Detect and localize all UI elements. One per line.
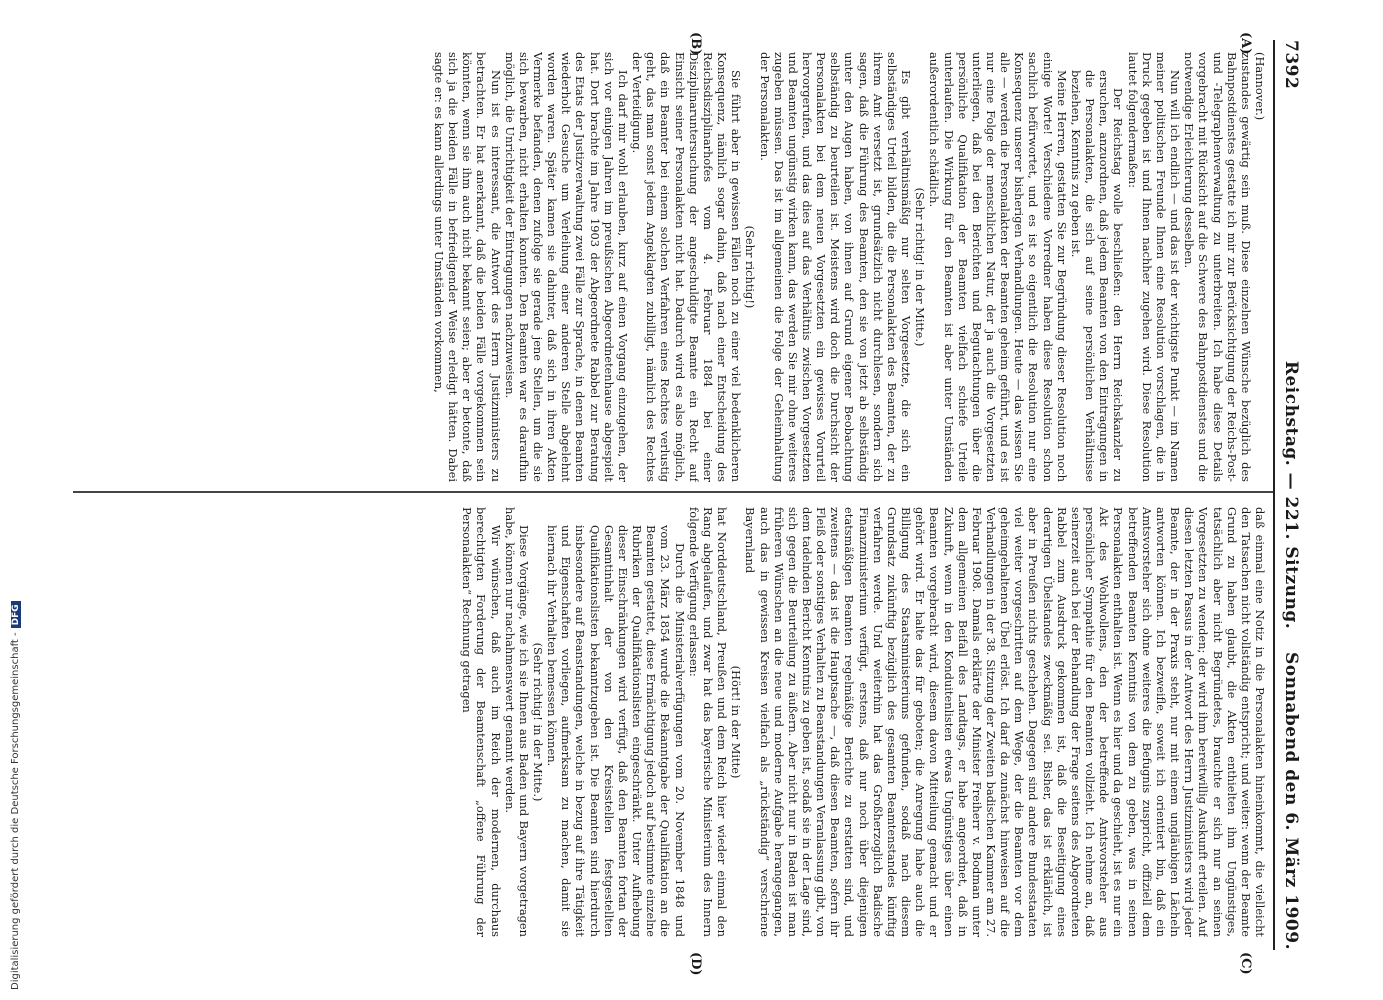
margin-marker-d: (D) xyxy=(688,952,703,976)
margin-marker-c: (C) xyxy=(1238,952,1253,975)
paragraph: Nun will ich endlich — und das ist der wichtigste Punkt — im Namen meiner politischen Freunde Ihnen eine Resolution vorschlagen, die in Druck gegeben ist und Ihnen nachher zugehen wird. Diese Resolution lautet folgendermaßen: xyxy=(1125,52,1183,482)
session-title: Reichstag. — 221. Sitzung. xyxy=(1281,360,1301,630)
page-number: 7392 xyxy=(1281,40,1301,90)
resolution-text: Der Reichstag wolle beschließen: den Herrn Reichskanzler zu ersuchen, anzuordnen, daß jedem Beamten von den Eintragungen in die Personalakten, die sich auf seine persönlichen Verhältnisse beziehen, Kenntnis zu geben ist. xyxy=(1068,70,1126,482)
running-header xyxy=(1279,40,1301,950)
paragraph: Es gibt verhältnismäßig nur selten Vorgesetzte, die sich ein selbständiges Urteil bilden, die die Personalakten des Beamten, der zu ihrem Amt versetzt ist, grundsätzlich nicht durchlesen, sondern sich sagen, daß die Führung des Beamten, den sie von jetzt ab selbständig unter den Augen haben, von ihnen auf Grund eigener Beobachtung selbständig zu beurteilen ist. Meistens wird doch die Durchsicht der Personalakten bei dem neuen Vorgesetzten ein gewisses Vorurteil hervorgerufen, und das dies auf das Verhältnis zwischen Vorgesetzten und Beamten ungünstig wirken kann, das werden Sie mir ohne weiteres zugeben müssen. Das ist im allgemeinen die Folge der Geheimhaltung der Personalakten. xyxy=(757,52,914,482)
session-date: Sonnabend den 6. März 1909. xyxy=(1281,652,1301,950)
header-rule xyxy=(1273,40,1275,950)
digitization-credit xyxy=(10,601,21,990)
paragraph: Nun ist es interessant, die Antwort des Herrn Justizministers zu betrachten. Er hat anerkannt, daß die beiden Fälle vorgekommen sein könnten, wenn sie ihm auch nicht bekannt seien; aber er betonte, daß sich ja die beiden Fälle in befriedigender Weise erledigt hätten. Dabei sagte er: es kann allerdings unter Umständen vorkommen, xyxy=(431,52,503,482)
right-column xyxy=(92,507,1267,937)
decree-text: Durch die Ministerialverfügungen vom 20. November 1848 und vom 23. März 1854 wurde die Bekanntgabe der Qualifikation an die Beamten gestattet, diese Ermächtigung jedoch auf bestimmte einzelne Rubriken der Qualifikationslisten eingeschränkt. Unter Aufhebung dieser Einschränkungen wird verfügt, daß den Beamten fortan der Gesamtinhalt der von den Kreisstellen festgestellten Qualifikationslisten bekanntzugeben ist. Die Beamten sind hierdurch insbesondere auf Beanstandungen, welche in bezug auf ihre Tätigkeit und Eigenschaften vorliegen, aufmerksam zu machen, damit sie hiernach ihr Verhalten bemessen können. xyxy=(545,525,687,937)
paragraph: zustandes gewärtig sein muß. Diese einzelnen Wünsche bezüglich des Bahnpostdienstes gestatte ich mir zur Berücksichtigung der Reichs-Post- und -Telegraphenverwaltung zu unterbreiten. Ich habe diese Details vorgebracht mit Rücksicht auf die Schwere des Bahnpostdienstes und die notwendige Erleichterung desselben. xyxy=(1182,52,1253,482)
interjection: (Sehr richtig! in der Mitte.) xyxy=(531,642,546,802)
credit-text: Digitalisierung gefördert durch die Deutsche Forschungsgemeinschaft - xyxy=(10,632,21,990)
paragraph: Wir wünschen, daß auch im Reich der modernen, durchaus berechtigten Forderung der Beamtenschaft „offene Führung der Personalakten“ Rechnung getragen xyxy=(460,507,503,937)
paragraph: Diese Vorgänge, wie ich sie Ihnen aus Baden und Bayern vorgetragen habe, können nur nachahmenswert genannt werden. xyxy=(502,507,531,937)
margin-marker-a: (A) xyxy=(1238,32,1253,55)
column-divider xyxy=(73,491,1273,493)
dfg-logo: DFG xyxy=(11,601,21,628)
paragraph: Sie führt aber in gewissen Fällen noch zu einer viel bedenklicheren Konsequenz, nämlich sogar dahin, daß nach einer Entscheidung des Reichsdisziplinarhofes vom 4. Februar 1884 bei einer Disziplinaruntersuchung der angeschuldigte Beamte ein Recht auf Einsicht seiner Personalakten nicht hat. Dadurch wird es also möglich, daß ein Beamter bei einem solchen Verfahren eines Rechtes verlustig geht, das man sonst jedem Angeklagten zubilligt, nämlich des Rechtes der Verteidigung. xyxy=(630,52,744,482)
left-column xyxy=(92,52,1267,482)
interjection: (Sehr richtig!) xyxy=(743,225,758,309)
paragraph: hat Norddeutschland, Preußen und dem Reich hier wieder einmal den Rang abgelaufen, und zwar hat das bayerische Ministerium des Innern folgende Verfügung erlassen: xyxy=(686,507,730,937)
interjection: (Sehr richtig! in der Mitte.) xyxy=(913,187,928,347)
margin-marker-b: (B) xyxy=(688,32,703,56)
speaker-label: (Hannover.) xyxy=(1253,52,1267,121)
paragraph: daß einmal eine Notiz in die Personalakten hineinkommt, die vielleicht den Tatsachen nicht vollständig entspricht; und weiter: wenn der Beamte Grund zu haben glaubt, die Akten enthielten ihm Ungünstiges, tatsächlich aber nicht Begründetes, brauchte er sich nur an seinen Vorgesetzten zu wenden; der wird ihm bereitwillig Auskunft erteilen. Auf diesen letzten Passus in der Antwort des Herrn Justizministers wird jeder Beamte, der in der Praxis steht, nur mit einem ungläubigen Lächeln antworten können. Ich bezweifle, soweit ich orientiert bin, daß ein Amtsvorsteher sich ohne weiteres die Befugnis zuspricht, offiziell dem betreffenden Beamten Kenntnis von dem zu geben, was in seinen Personalakten enthalten ist. Wenn es hier und da geschieht, ist es nur ein Akt des Wohlwollens, den der betreffende Amtsvorsteher aus persönlicher Sympathie für den Beamten vollzieht. Ich nehme an, daß seinerzeit auch bei der Behandlung der Frage seitens des Abgeordneten Rabbel zum Ausdruck gekommen ist, daß die Beseitigung eines derartigen Übelstandes zweckmäßig sei. Bisher, das ist erklärlich, ist aber in Preußen nichts geschehen. Dagegen sind andere Bundesstaaten viel weiter vorgeschritten auf dem Wege, der die Beamten vor dem geheimgehaltenen Übel erlöst. Ich darf da zunächst hinweisen auf die Verhandlungen in der 38. Sitzung der Zweiten badischen Kammer am 27. Februar 1908. Damals erklärte der Minister Freiherr v. Bodman unter dem allgemeinen Beifall des Landtags, er habe angeordnet, daß in Zukunft, wenn in den Konduitenlisten etwas Ungünstiges über einen Beamten vorgebracht wird, diesem davon Mitteilung gemacht und er gehört wird. Er halte das für geboten; die Anregung habe auch die Billigung des Staatsministeriums gefunden, sodaß nach diesem Grundsatz zukünftig bezüglich des gesamten Beamtenstandes künftig verfahren werde. Und weiterhin hat das Großherzoglich Badische Finanzministerium verfügt, erstens, daß nur noch über diejenigen etatsmäßigen Beamten regelmäßige Berichte zu erstatten sind, und zweitens — das ist die Hauptsache —, daß diesen Beamten, sofern ihr Fleiß oder sonstiges Verhalten zu Beanstandungen Veranlassung gibt, von dem tadelnden Bericht Kenntnis zu geben ist, sodaß sie in der Lage sind, sich gegen die Beurteilung zu äußern. Aber nicht nur in Baden ist man früheren Wünschen an die neue und moderne Aufgabe herangegangen, auch das in gewissen Kreisen vielfach als „rückständig“ verschriene Bayernland xyxy=(743,507,1267,937)
paragraph: Meine Herren, gestatten Sie zur Begründung dieser Resolution noch einige Worte! Verschiedene Vorredner haben diese Resolution schon sachlich befürwortet, und es ist so eigentlich die Resolution nur eine Konsequenz unserer bisherigen Verhandlungen. Heute — das wissen Sie alle — werden die Personalakten der Beamten geheim geführt, und es ist nur eine Folge der menschlichen Natur, der ja auch die Vorgesetzten unterliegen, daß bei den Berichten und Begutachtungen über die persönliche Qualifikation der Beamten vielfach schiefe Urteile unterlaufen. Die Wirkung für den Beamten ist aber unter Umständen außerordentlich schädlich. xyxy=(927,52,1069,482)
interjection: (Hört! in der Mitte) xyxy=(729,665,744,779)
paragraph: Ich darf mir wohl erlauben, kurz auf einen Vorgang einzugehen, der sich vor einigen Jahren im preußischen Abgeordnetenhause abgespielt hat. Dort brachte im Jahre 1903 der Abgeordnete Rabbel zur Beratung des Etats der Justizverwaltung zwei Fälle zur Sprache, in denen Beamten wiederholt Gesuche um Verleihung einer anderen Stelle abgelehnt worden waren. Später kamen sie dahinter, daß sich in ihren Akten Vermerke befanden, denen zufolge sie gerade jene Stellen, um die sie sich bewarben, nicht erhalten konnten. Den Beamten war es daraufhin möglich, die Unrichtigkeit der Eintragungen nachzuweisen. xyxy=(502,52,630,482)
